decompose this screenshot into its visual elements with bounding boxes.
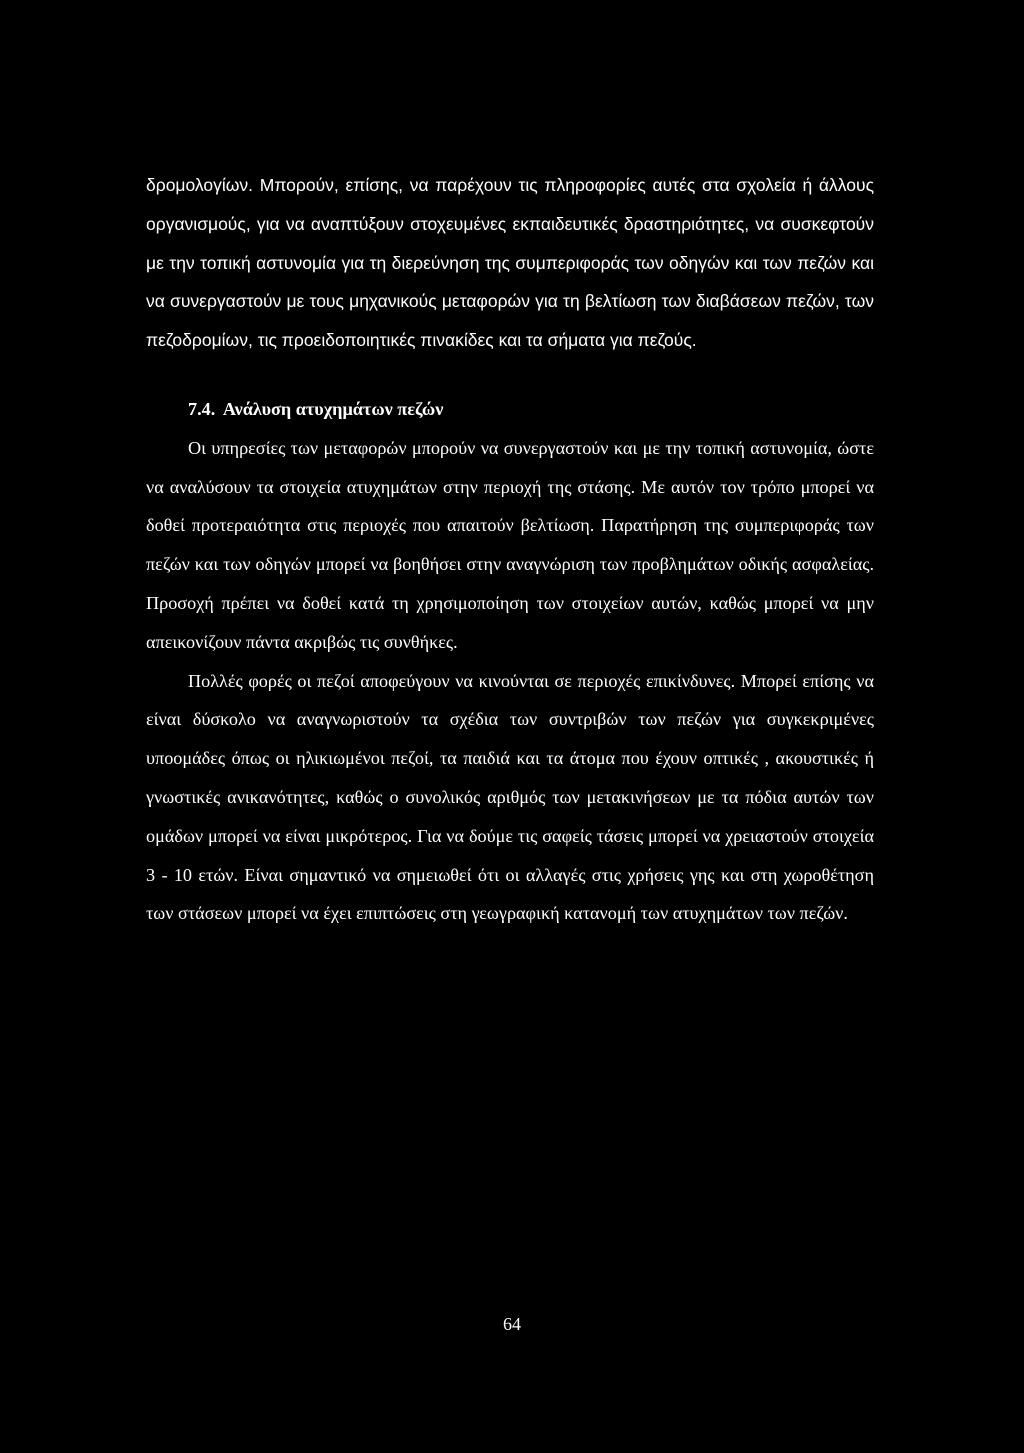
paragraph-pedestrian-trends: Πολλές φορές οι πεζοί αποφεύγουν να κινούνται σε περιοχές επικίνδυνες. Μπορεί επίσης να είναι δύσκολο να αναγνωριστούν τα σχέδια των συντριβών των πεζών για συγκεκριμένες υποομάδες όπως οι ηλικιωμένοι πεζοί, τα παιδιά και τα άτομα που έχουν οπτικές , ακουστικές ή γνωστικές ανικανότητες, καθώς ο συνολικός αριθμός των μετακινήσεων με τα πόδια αυτών των ομάδων μπορεί να είναι μικρότερος. Για να δούμε τις σαφείς τάσεις μπορεί να χρειαστούν στοιχεία 3 - 10 ετών. Είναι σημαντικό να σημειωθεί ότι οι αλλαγές στις χρήσεις γης και στη χωροθέτηση των στάσεων μπορεί να έχει επιπτώσεις στη γεωγραφική κατανομή των ατυχημάτων των πεζών. (146, 670, 874, 924)
page-number: 64 (503, 1314, 521, 1334)
section-number: 7.4. (188, 398, 216, 419)
section-title: Ανάλυση ατυχημάτων πεζών (222, 398, 444, 419)
section-heading (146, 390, 874, 429)
document-body (146, 166, 874, 933)
paragraph-continuation: δρομολογίων. Μπορούν, επίσης, να παρέχουν τις πληροφορίες αυτές στα σχολεία ή άλλους οργανισμούς, για να αναπτύξουν στοχευμένες εκπαιδευτικές δραστηριότητες, να συσκεφτούν με την τοπική αστυνομία για τη διερεύνηση της συμπεριφοράς των οδηγών και των πεζών και να συνεργαστούν με τους μηχανικούς μεταφορών για τη βελτίωση των διαβάσεων πεζών, των πεζοδρομίων, τις προειδοποιητικές πινακίδες και τα σήματα για πεζούς. (146, 175, 874, 351)
paragraph-accident-analysis: Οι υπηρεσίες των μεταφορών μπορούν να συνεργαστούν και με την τοπική αστυνομία, ώστε να αναλύσουν τα στοιχεία ατυχημάτων στην περιοχή της στάσης. Με αυτόν τον τρόπο μπορεί να δοθεί προτεραιότητα στις περιοχές που απαιτούν βελτίωση. Παρατήρηση της συμπεριφοράς των πεζών και των οδηγών μπορεί να βοηθήσει στην αναγνώριση των προβλημάτων οδικής ασφαλείας. Προσοχή πρέπει να δοθεί κατά τη χρησιμοποίηση των στοιχείων αυτών, καθώς μπορεί να μην απεικονίζουν πάντα ακριβώς τις συνθήκες. (146, 437, 874, 652)
